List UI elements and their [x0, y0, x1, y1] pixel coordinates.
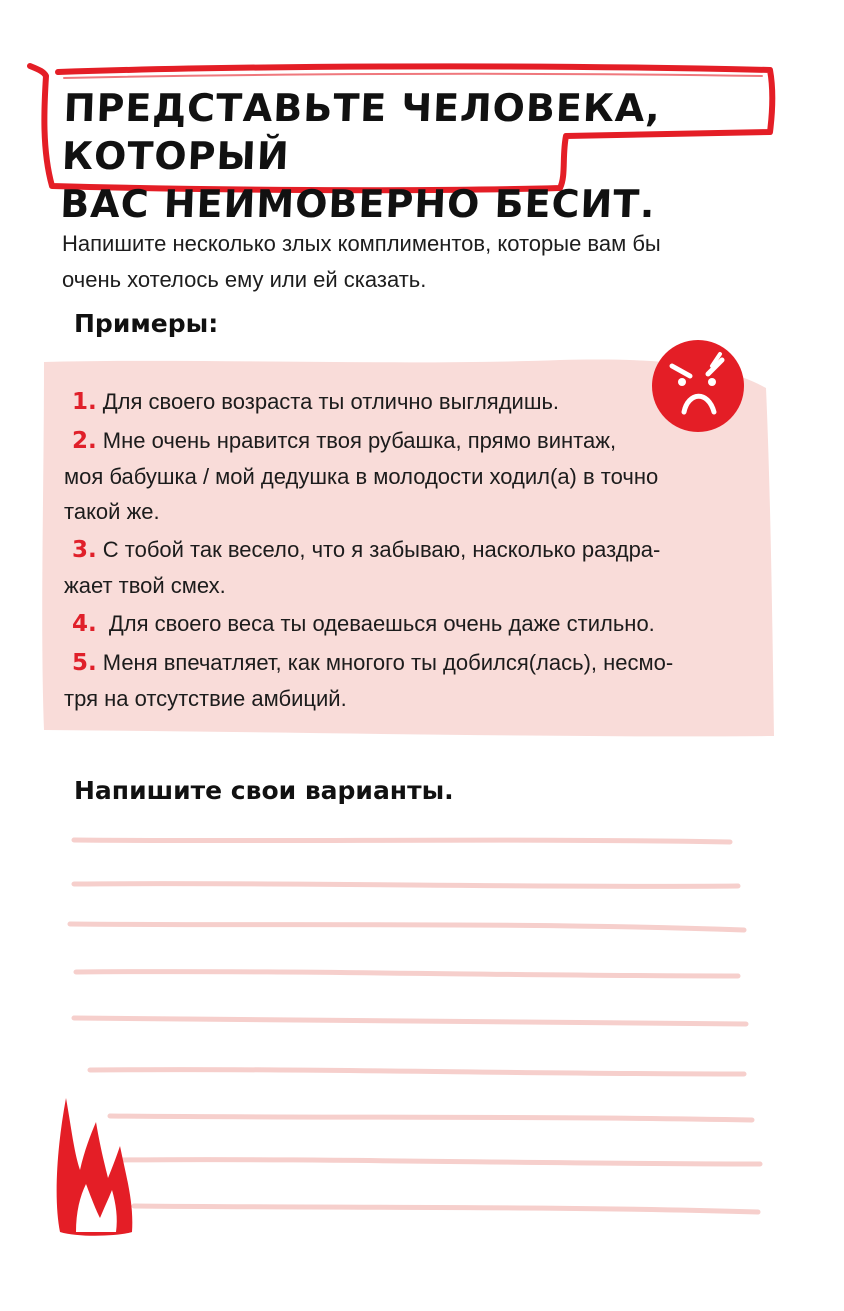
example-number: 4.: [72, 611, 97, 637]
writing-line: [76, 972, 738, 976]
list-item: [64, 423, 764, 529]
writing-line: [74, 1018, 746, 1024]
example-number: 2.: [72, 428, 97, 454]
writing-line: [74, 840, 730, 842]
examples-heading: Примеры:: [74, 309, 219, 338]
example-text: С тобой так весело, что я забываю, насколько раздра-: [102, 537, 661, 562]
writing-line: [74, 884, 738, 887]
example-text: Меня впечатляет, как многого ты добился(лась), несмо-: [102, 650, 674, 675]
examples-list: [64, 384, 764, 719]
example-text: такой же.: [64, 499, 160, 524]
flame-icon: [50, 1092, 140, 1242]
example-text: жает твой смех.: [64, 573, 226, 598]
title-line-2: ВАС НЕИМОВЕРНО БЕСИТ.: [59, 182, 657, 226]
example-number: 1.: [72, 389, 97, 415]
example-text: моя бабушка / мой дедушка в молодости ходил(а) в точно: [64, 464, 659, 489]
writing-line: [70, 924, 744, 930]
intro-text: [62, 226, 782, 298]
example-number: 3.: [72, 537, 97, 563]
title-line-1: ПРЕДСТАВЬТЕ ЧЕЛОВЕКА, КОТОРЫЙ: [61, 86, 662, 178]
example-text: тря на отсутствие амбиций.: [64, 686, 347, 711]
intro-line-1: Напишите несколько злых комплиментов, которые вам бы: [62, 231, 661, 256]
writing-line: [134, 1206, 758, 1212]
example-text: Для своего веса ты одеваешься очень даже стильно.: [102, 611, 655, 636]
example-text: Мне очень нравится твоя рубашка, прямо винтаж,: [102, 428, 617, 453]
example-number: 5.: [72, 650, 97, 676]
list-item: [64, 645, 764, 716]
list-item: [64, 532, 764, 603]
intro-line-2: очень хотелось ему или ей сказать.: [62, 267, 427, 292]
write-heading: Напишите свои варианты.: [74, 776, 454, 805]
list-item: [64, 606, 764, 642]
example-text: Для своего возраста ты отлично выглядишь.: [102, 389, 560, 414]
writing-line: [120, 1160, 760, 1164]
list-item: [64, 384, 764, 420]
writing-line: [110, 1116, 752, 1120]
page-title: [59, 84, 784, 228]
writing-line: [90, 1070, 744, 1074]
